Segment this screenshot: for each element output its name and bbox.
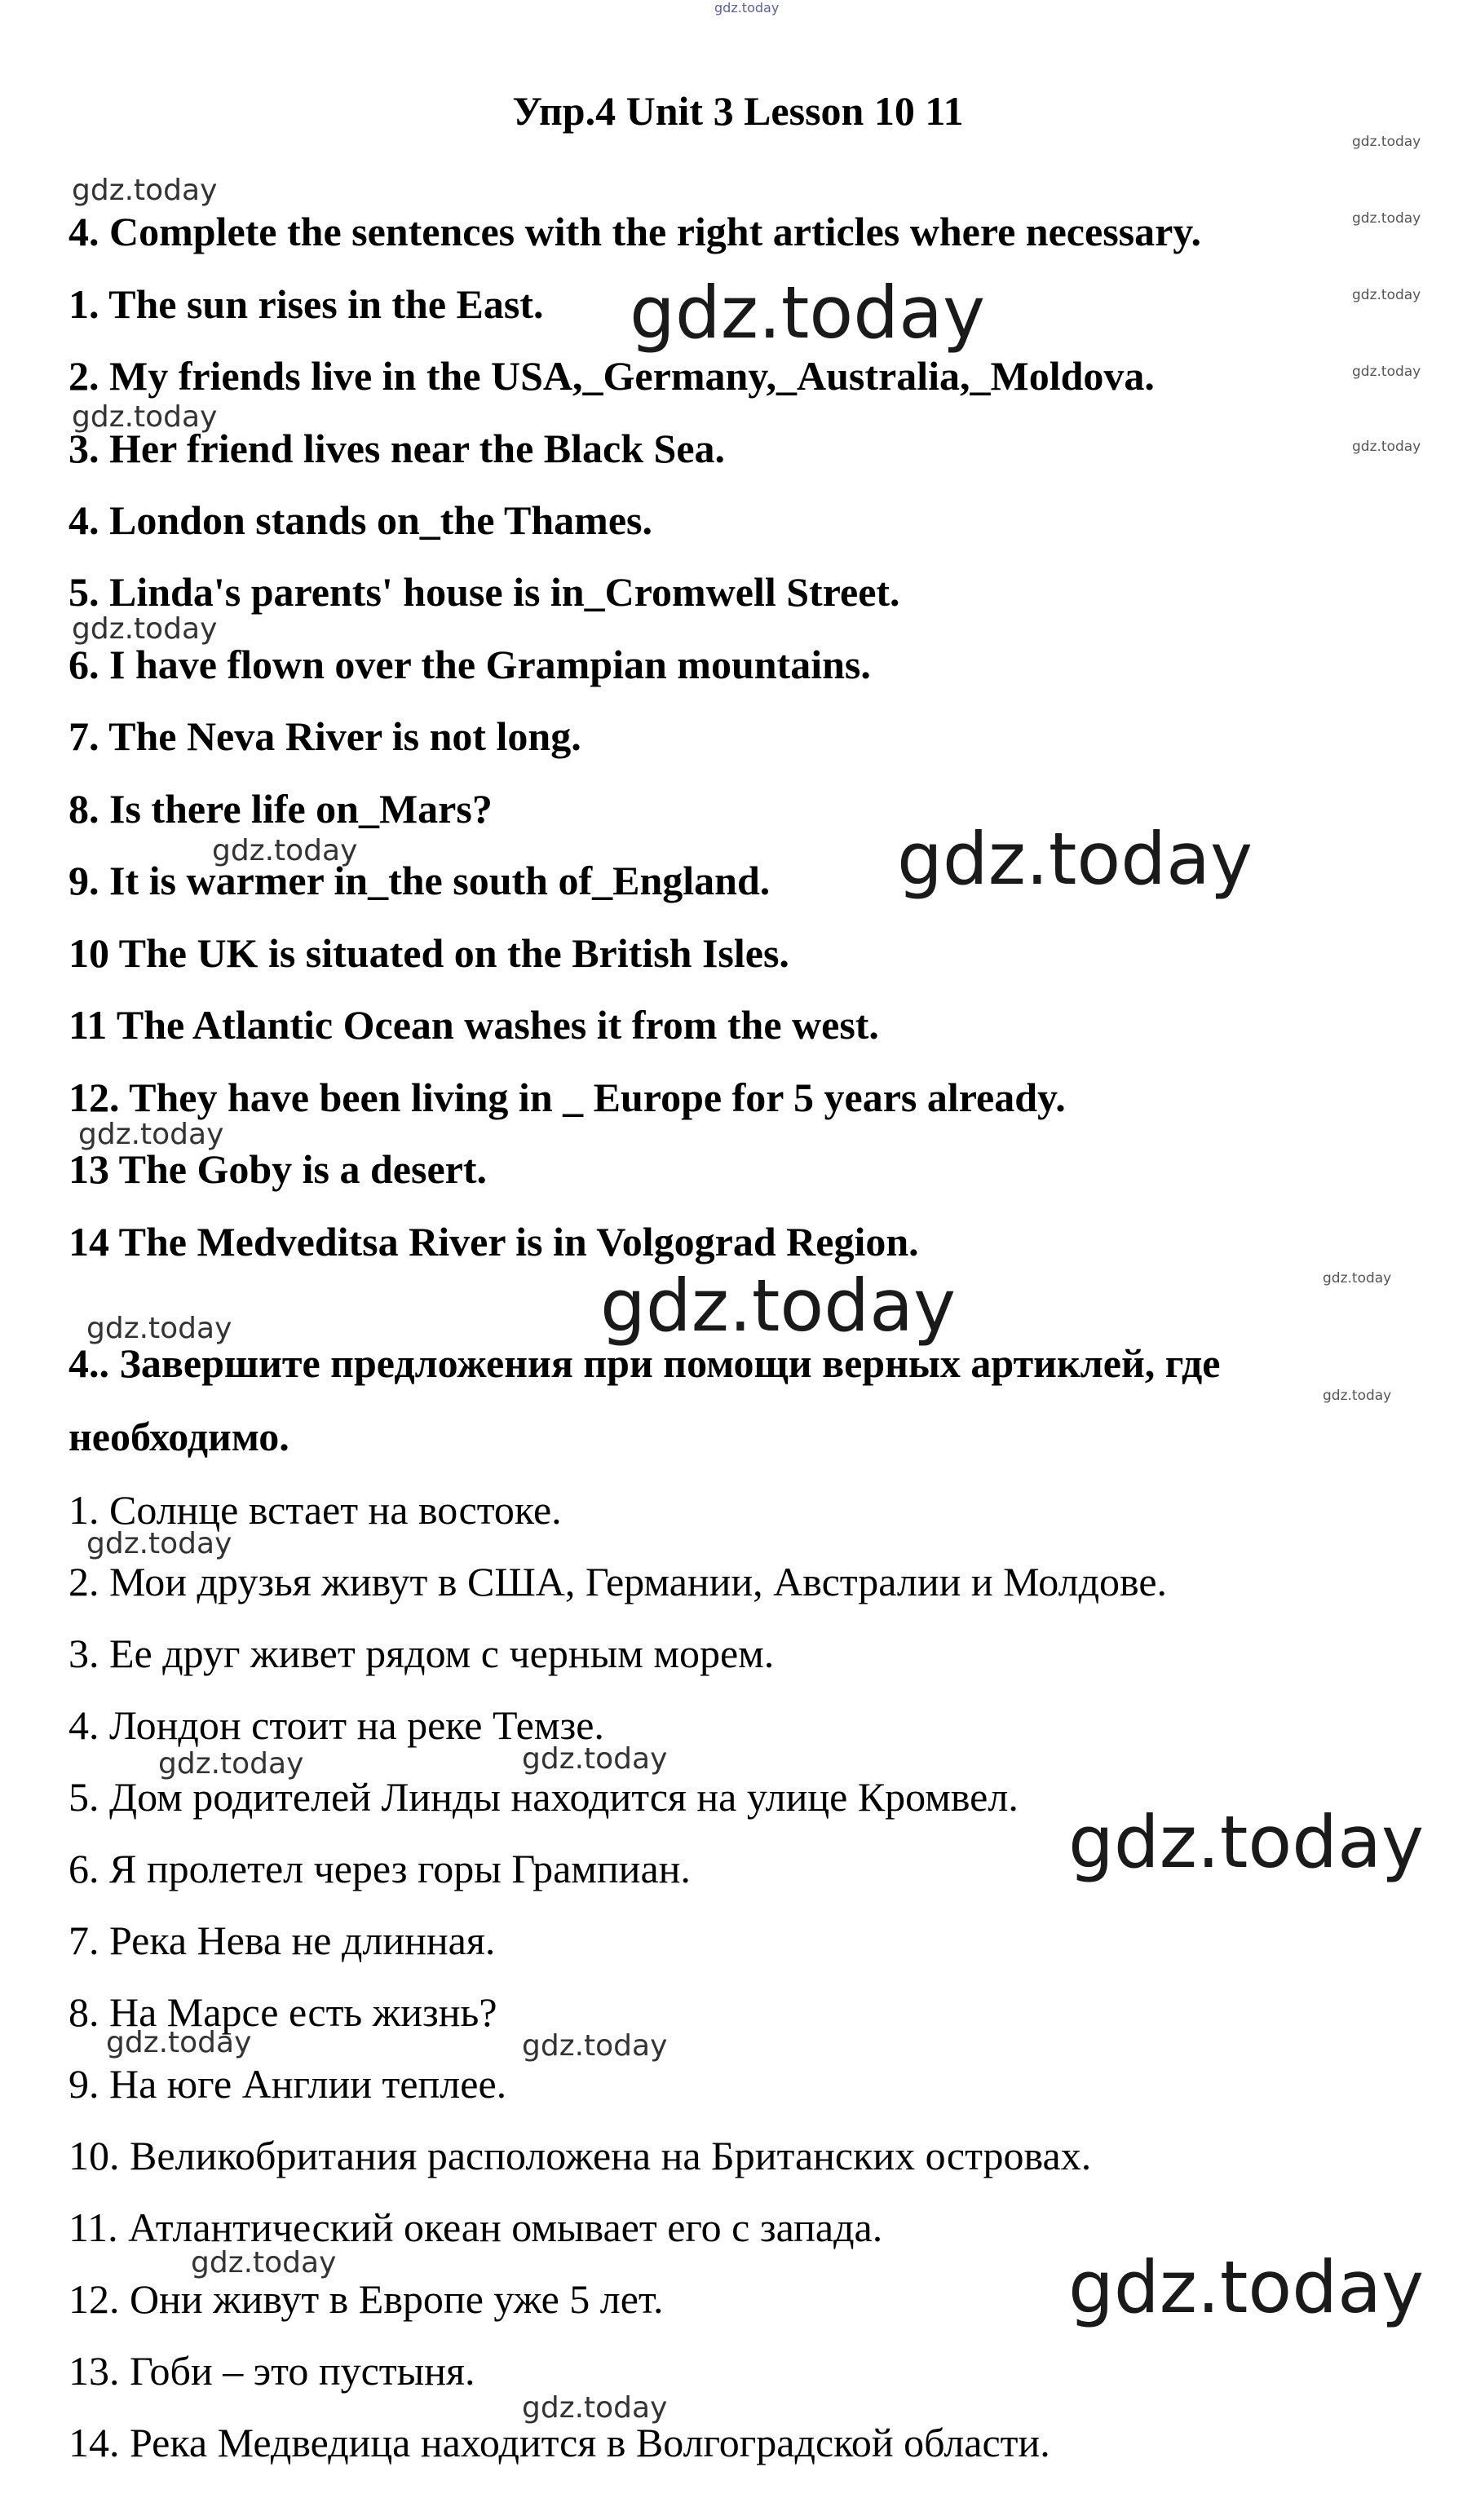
russian-sentence-6: 6. Я пролетел через горы Грампиан. (68, 1846, 691, 1891)
english-sentence-3: 3. Her friend lives near the Black Sea. (68, 426, 726, 471)
english-sentence-13: 13 The Goby is a desert. (68, 1146, 487, 1192)
watermark: gdz.today (191, 2246, 337, 2279)
watermark: gdz.today (86, 1312, 232, 1345)
watermark: gdz.today (522, 2391, 668, 2425)
russian-sentence-5: 5. Дом родителей Линды находится на улице Кромвел. (68, 1774, 1019, 1820)
russian-sentence-7: 7. Река Нева не длинная. (68, 1918, 496, 1963)
russian-sentence-1: 1. Солнце встает на востоке. (68, 1487, 562, 1533)
watermark: gdz.today (1068, 2245, 1425, 2329)
watermark: gdz.today (897, 817, 1253, 901)
russian-sentence-8: 8. На Марсе есть жизнь? (68, 1989, 497, 2035)
watermark: gdz.today (1352, 210, 1421, 227)
watermark: gdz.today (72, 400, 218, 434)
watermark: gdz.today (1352, 134, 1421, 150)
russian-sentence-9: 9. На юге Англии теплее. (68, 2061, 507, 2107)
russian-sentence-4: 4. Лондон стоит на реке Темзе. (68, 1702, 604, 1748)
russian-sentence-12: 12. Они живут в Европе уже 5 лет. (68, 2276, 664, 2322)
watermark: gdz.today (158, 1747, 304, 1781)
english-sentence-4: 4. London stands on_the Thames. (68, 497, 652, 543)
watermark: gdz.today (1352, 287, 1421, 303)
english-sentence-7: 7. The Neva River is not long. (68, 713, 581, 759)
russian-sentence-10: 10. Великобритания расположена на Британских островах. (68, 2133, 1092, 2178)
watermark: gdz.today (106, 2026, 252, 2059)
english-sentence-9: 9. It is warmer in_the south of_England. (68, 858, 771, 903)
english-sentence-5: 5. Linda's parents' house is in_Cromwell Street. (68, 569, 900, 615)
english-sentence-14: 14 The Medveditsa River is in Volgograd Region. (68, 1219, 919, 1264)
watermark: gdz.today (522, 2029, 668, 2063)
english-sentence-8: 8. Is there life on_Mars? (68, 786, 493, 832)
watermark: gdz.today (212, 834, 358, 867)
watermark: gdz.today (1068, 1800, 1425, 1884)
watermark: gdz.today (1323, 1388, 1392, 1404)
russian-task-heading-line2: необходимо. (68, 1414, 289, 1459)
watermark: gdz.today (600, 1264, 957, 1348)
english-sentence-2: 2. My friends live in the USA,_Germany,_Australia,_Moldova. (68, 353, 1155, 399)
watermark: gdz.today (1352, 364, 1421, 380)
english-task-heading: 4. Complete the sentences with the right articles where necessary. (68, 209, 1202, 254)
russian-task-heading-line1: 4.. Завершите предложения при помощи верных артиклей, где (68, 1340, 1221, 1386)
english-sentence-6: 6. I have flown over the Grampian mountains. (68, 642, 871, 687)
english-sentence-11: 11 The Atlantic Ocean washes it from the west. (68, 1002, 879, 1048)
page-title: Упр.4 Unit 3 Lesson 10 11 (512, 88, 964, 134)
watermark: gdz.today (1352, 439, 1421, 455)
english-sentence-10: 10 The UK is situated on the British Isles. (68, 930, 789, 976)
english-sentence-12: 12. They have been living in _ Europe for 5 years already. (68, 1075, 1066, 1120)
watermark: gdz.today (72, 612, 218, 646)
russian-sentence-2: 2. Мои друзья живут в США, Германии, Австралии и Молдове. (68, 1559, 1168, 1604)
watermark: gdz.today (78, 1118, 224, 1151)
russian-sentence-11: 11. Атлантический океан омывает его с запада. (68, 2204, 883, 2250)
watermark: gdz.today (72, 174, 218, 207)
watermark: gdz.today (630, 271, 986, 355)
watermark: gdz.today (86, 1527, 232, 1560)
russian-sentence-3: 3. Ее друг живет рядом с черным морем. (68, 1631, 775, 1676)
russian-sentence-13: 13. Гоби – это пустыня. (68, 2348, 475, 2394)
watermark: gdz.today (714, 0, 780, 15)
watermark: gdz.today (1323, 1270, 1392, 1286)
watermark: gdz.today (522, 1742, 668, 1776)
english-sentence-1: 1. The sun rises in the East. (68, 281, 544, 327)
russian-sentence-14: 14. Река Медведица находится в Волгоградской области. (68, 2420, 1050, 2465)
